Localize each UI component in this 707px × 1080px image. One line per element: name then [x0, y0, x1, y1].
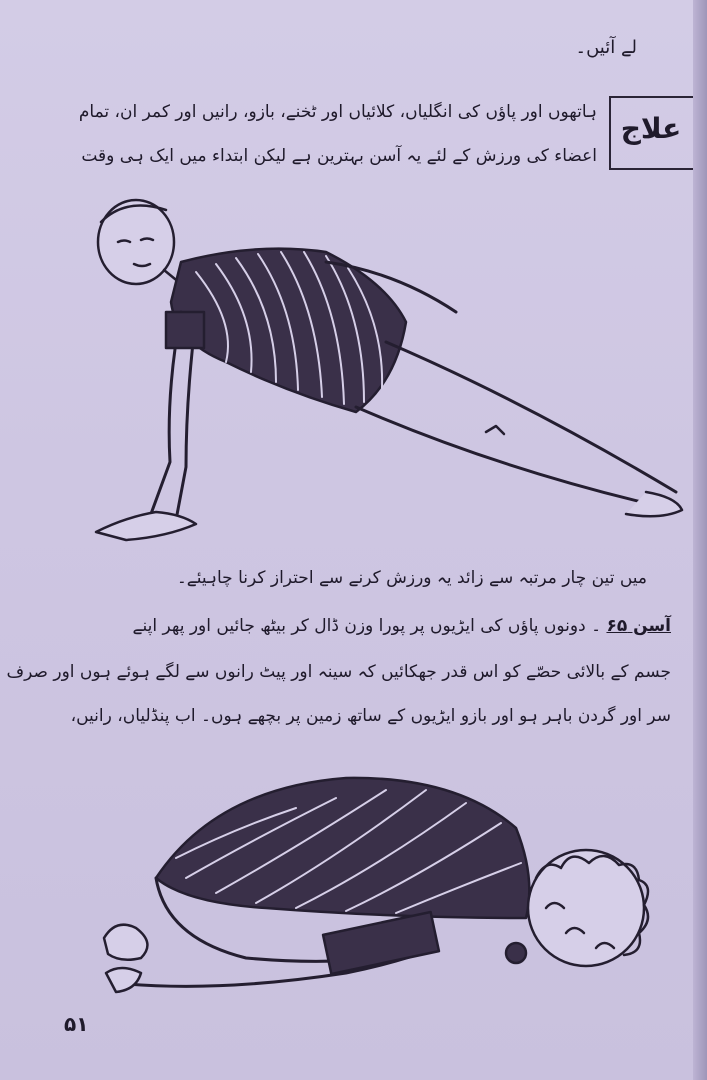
- section-heading: علاج: [620, 112, 682, 145]
- side-plank-illustration: [86, 192, 686, 552]
- asan-line-3: سر اور گردن باہر ہو اور بازو ایڑیوں کے ساتھ زمین پر بچھے ہوں۔ اب پنڈلیاں، رانیں،: [70, 706, 671, 726]
- paragraph-line-2: اعضاء کی ورزش کے لئے یہ آسن بہترین ہے لیکن ابتداء میں ایک ہی وقت: [81, 146, 597, 166]
- asan-65-label: آسن ۶۵: [606, 616, 671, 636]
- page-number: ۵۱: [64, 1012, 89, 1036]
- paragraph-line-1: ہاتھوں اور پاؤں کی انگلیاں، کلائیاں اور ٹخنے، بازو، رانیں اور کمر ان، تمام: [78, 102, 597, 122]
- asan-line-1: [45, 614, 671, 638]
- child-pose-illustration: [96, 768, 666, 1008]
- asan-line-2: جسم کے بالائی حصّے کو اس قدر جھکائیں کہ سینہ اور پیٹ رانوں سے لگے ہوئے ہوں اور صرف: [6, 662, 671, 682]
- top-text-fragment: لے آئیں۔: [575, 37, 637, 58]
- asan-text-1: ۔ دونوں پاؤں کی ایڑیوں پر پورا وزن ڈال کر بیٹھ جائیں اور پھر اپنے: [132, 616, 602, 636]
- page-spine-shadow: [693, 0, 707, 1080]
- paragraph-line-3: میں تین چار مرتبہ سے زائد یہ ورزش کرنے سے احتراز کرنا چاہیئے۔: [176, 568, 647, 588]
